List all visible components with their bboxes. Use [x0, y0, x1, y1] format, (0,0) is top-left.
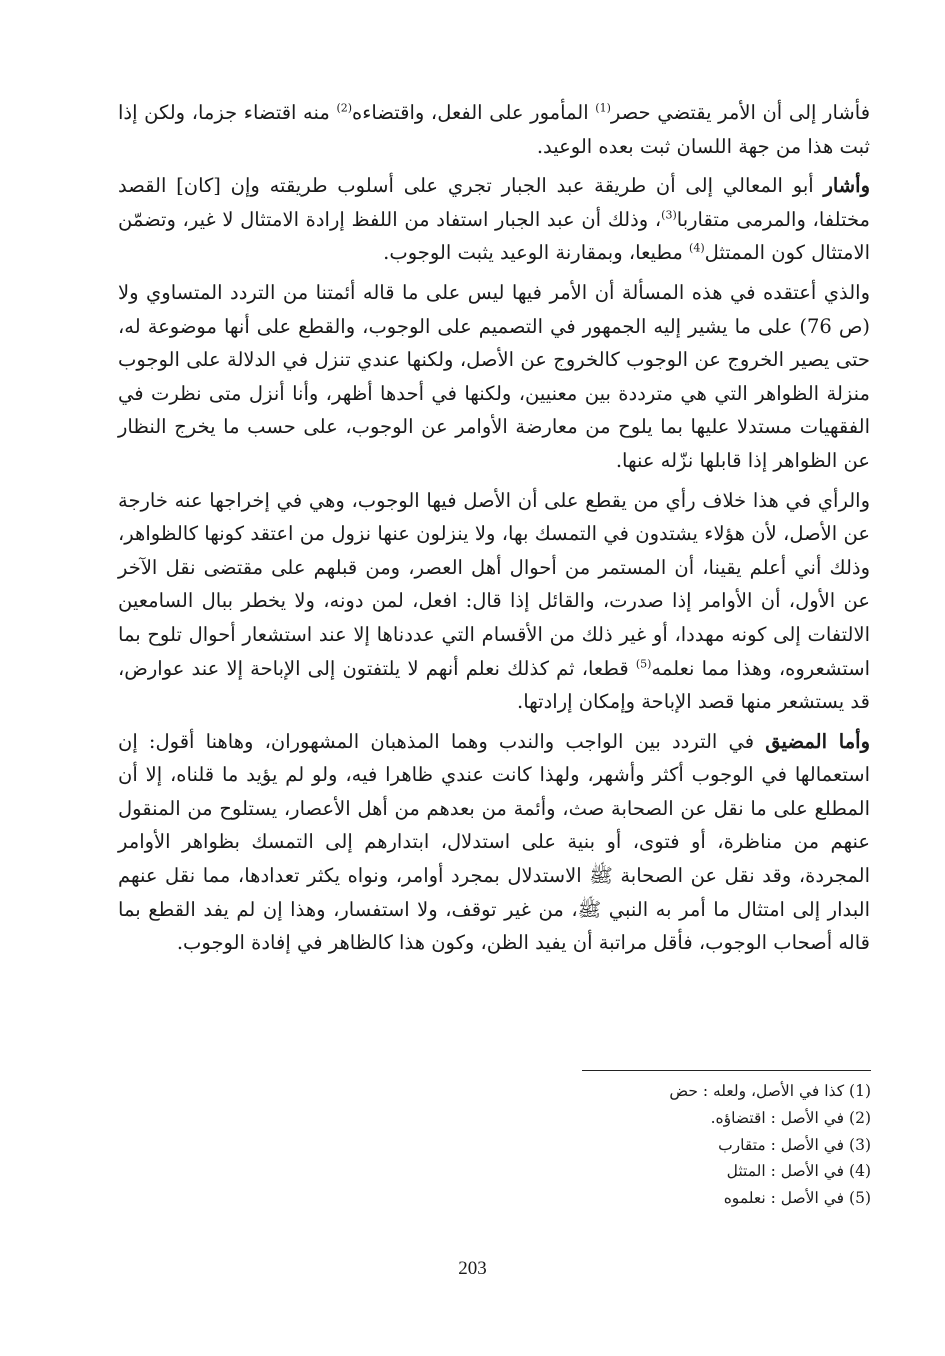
paragraph [118, 96, 870, 163]
paragraph [118, 169, 870, 270]
paragraph-lead: وأما المضيق [765, 729, 870, 753]
footnote-marker: (4) [689, 241, 705, 255]
footnote-3: (3) في الأصل : متقارب [718, 1135, 871, 1154]
paragraph-text: والرأي في هذا خلاف رأي من يقطع على أن الأصل فيها الوجوب، وهي في إخراجها عنه خارجة عن الأصل، لأن هؤلاء يشتدون في التمسك بها، ولا ينزلون عنها نزول من اعتقد كونها كالظواهر، وذلك أني أعلم يقينا، أن المستمر من أحوال أهل العصر، ومن قبلهم على مقتضى نقل الآخر عن الأول، أن الأوامر إذا صدرت، والقائل إذا قال: افعل، لمن دونه، ولا يخطر ببال السامعين الالتفات إلى كونه مهددا، أو غير ذلك من الأقسام التي عددناها إلا عند استشعار أحوال تلوح بما استشعروه، وهذا مما نعلمه [118, 488, 870, 680]
footnotes [511, 1078, 871, 1212]
paragraph-lead: وأشار [823, 174, 870, 198]
footnote-divider [582, 1070, 871, 1071]
paragraph-text: منه اقتضاء جزما، ولكن إذا ثبت هذا من جهة اللسان ثبت بعده الوعيد. [118, 101, 870, 158]
paragraph [118, 725, 870, 960]
footnote-2: (2) في الأصل : اقتضاؤه. [710, 1108, 871, 1127]
footnote-marker: (1) [595, 101, 611, 115]
footnote-5: (5) في الأصل : نعلموه [723, 1189, 871, 1208]
paragraph-text: والذي أعتقده في هذه المسألة أن الأمر فيها ليس على ما قاله أئمتنا من التردد المتساوي ولا (ص 76) على ما يشير إليه الجمهور في التصميم على الوجوب، والقطع على أنها موضوعة له، حتى يصير الخروج عن الوجوب كالخروج عن الأصل، ولكنها عندي تنزل في الدلالة على الوجوب منزلة الظواهر التي هي مترددة بين معنيين، ولكنها في أحدها أظهر، وأنا أنزل متى نظرت في الفقهيات مستدلا عليها بما يلوح من معارضة الأوامر عن الوجوب، على حسب ما يخرج النظار عن الظواهر إذا قابلها نزّله عنها. [118, 280, 870, 472]
paragraph-text: قطعا، ثم كذلك نعلم أنهم لا يلتفتون إلى الإباحة إلا عند عوارض، قد يستشعر منها قصد الإباحة وإمكان إرادتها. [118, 656, 870, 714]
paragraph-text: مطيعا، وبمقارنة الوعيد يثبت الوجوب. [383, 241, 690, 265]
paragraph [118, 276, 870, 478]
footnote-1: (1) كذا في الأصل، ولعله : حض [669, 1082, 871, 1100]
footnote-marker: (5) [635, 657, 652, 670]
footnote-4: (4) في الأصل : المتثل [726, 1162, 871, 1181]
main-text [118, 96, 870, 966]
page-number: 203 [458, 1258, 487, 1279]
paragraph-text: المأمور على الفعل، واقتضاءه [352, 101, 596, 124]
paragraph [118, 484, 870, 719]
footnote-marker: (2) [336, 101, 353, 115]
footnote-marker: (3) [661, 208, 677, 222]
paragraph-text: ، وذلك أن عبد الجبار استفاد من اللفظ إرادة الامتثال لا غير، وتضمّن الامتثال كون الممتثل [118, 207, 870, 265]
paragraph-text: في التردد بين الواجب والندب وهما المذهبان المشهوران، وهاهنا أقول: إن استعمالها في الوجوب أكثر وأشهر، ولهذا كانت عندي ظاهرا فيه، ولو لم يؤيد ما قلناه، إلا أن المطلع على ما نقل عن الصحابة صث، وأئمة من بعدهم من أهل الأعصار، يستلوح من المنقول عنهم من مناظرة، أو فتوى، أو بنية على استدلال، ابتدارهم إلى التمسك بظواهر الأوامر المجردة، وقد نقل عن الصحابة ﷺ الاستدلال بمجرد أوامر، ونواه يكثر تعدادها، مما نقل عنهم البدار إلى امتثال ما أمر به النبي ﷺ، من غير توقف، ولا استفسار، وهذا إن لم يفد القطع بما قاله أصحاب الوجوب، فأقل مراتبة أن يفيد الظن، وكون هذا كالظاهر في إفادة الوجوب. [118, 729, 870, 955]
paragraph-text: أبو المعالي إلى أن طريقة عبد الجبار تجري على أسلوب طريقته وإن [كان] القصد مختلفا، والمرمى متقاربا [118, 174, 870, 231]
paragraph-text: فأشار إلى أن الأمر يقتضي حصر [610, 101, 871, 124]
